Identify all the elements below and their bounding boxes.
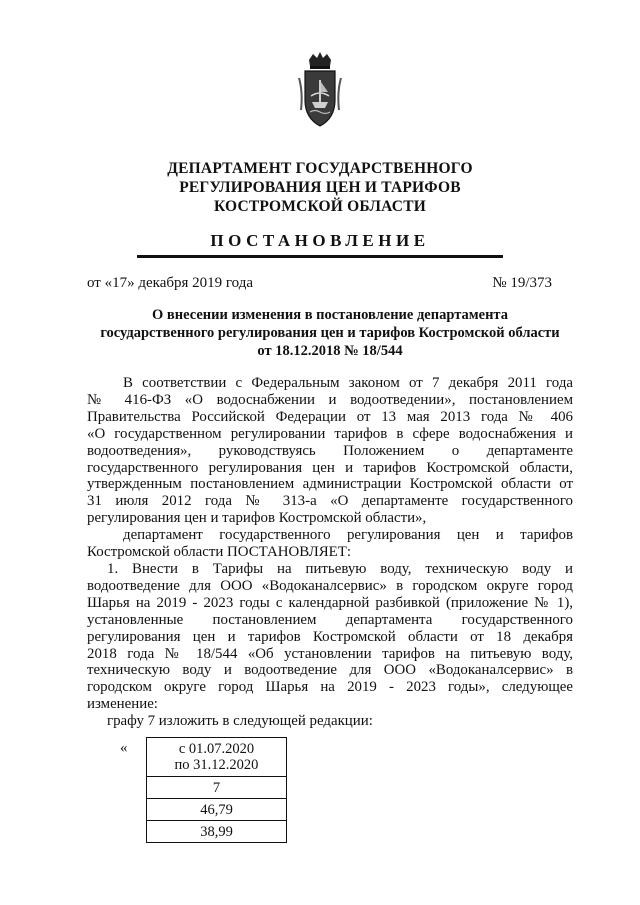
body-line: регулирования цен и тарифов Костромской области», — [87, 510, 427, 527]
department-name — [0, 159, 640, 216]
title-line: государственного регулирования цен и тарифов Костромской области — [100, 325, 560, 341]
title-line: от 18.12.2018 № 18/544 — [257, 343, 403, 359]
table-open-quote: « — [120, 740, 128, 756]
body-line: «О государственном регулировании тарифов в сфере водоснабжения и — [87, 425, 573, 442]
body-line: государственного регулирования цен и тарифов Костромской области, — [87, 459, 573, 476]
document-body — [87, 375, 573, 730]
body-line: 2018 года № 18/544 «Об установлении тарифов на питьевую воду, — [87, 645, 573, 662]
tariff-value-cell: 46,79 — [147, 799, 287, 821]
document-title — [87, 306, 573, 360]
coat-of-arms-emblem — [295, 52, 345, 132]
period-cell — [147, 738, 287, 777]
column-number-cell: 7 — [147, 777, 287, 799]
table-row — [147, 738, 287, 777]
document-date: от «17» декабря 2019 года — [87, 275, 254, 291]
body-line: Правительства Российской Федерации от 13 мая 2013 года № 406 — [87, 408, 573, 425]
body-line: изменение: — [87, 696, 158, 713]
body-line: 31 июля 2012 года № 313-а «О департаменте государственного — [87, 493, 573, 510]
body-line: утвержденным постановлением администрации Костромской области от — [87, 476, 573, 493]
title-line: О внесении изменения в постановление департамента — [152, 307, 508, 323]
body-line: 1. Внести в Тарифы на питьевую воду, техническую воду и — [107, 560, 573, 577]
body-line: графу 7 изложить в следующей редакции: — [107, 713, 373, 730]
body-line: департамент государственного регулирования цен и тарифов — [123, 527, 573, 544]
body-line: Шарья на 2019 - 2023 годы с календарной разбивкой (приложение № 1), — [87, 594, 573, 611]
body-line: В соответствии с Федеральным законом от 7 декабря 2011 года — [123, 375, 573, 391]
period-from: с 01.07.2020 — [178, 741, 255, 757]
body-line: водоотведение для ООО «Водоканалсервис» в городском округе город — [87, 577, 573, 594]
body-line: установленные постановлением департамента государственного — [87, 611, 573, 628]
table-row — [147, 777, 287, 799]
tariff-value-cell: 38,99 — [147, 821, 287, 843]
body-line: № 416-ФЗ «О водоснабжении и водоотведении», постановлением — [87, 391, 573, 408]
body-line: Костромской области ПОСТАНОВЛЯЕТ: — [87, 544, 352, 561]
department-line: РЕГУЛИРОВАНИЯ ЦЕН И ТАРИФОВ — [179, 179, 461, 196]
body-line: городском округе город Шарья на 2019 - 2023 годы», следующее — [87, 679, 573, 696]
body-line: регулирования цен и тарифов Костромской области от 18 декабря — [87, 628, 573, 645]
heading-divider — [137, 255, 503, 258]
table-row — [147, 821, 287, 843]
document-number: № 19/373 — [492, 275, 552, 291]
table-row — [147, 799, 287, 821]
department-line: ДЕПАРТАМЕНТ ГОСУДАРСТВЕННОГО — [167, 160, 473, 177]
body-line: водоотведения», руководствуясь Положением о департаменте — [87, 442, 573, 459]
department-line: КОСТРОМСКОЙ ОБЛАСТИ — [213, 198, 426, 215]
period-to: по 31.12.2020 — [174, 757, 259, 773]
document-type-heading: ПОСТАНОВЛЕНИЕ — [210, 231, 430, 250]
tariff-column-table — [146, 737, 287, 843]
body-line: техническую воду и водоотведение для ООО «Водоканалсервис» в — [87, 662, 573, 679]
